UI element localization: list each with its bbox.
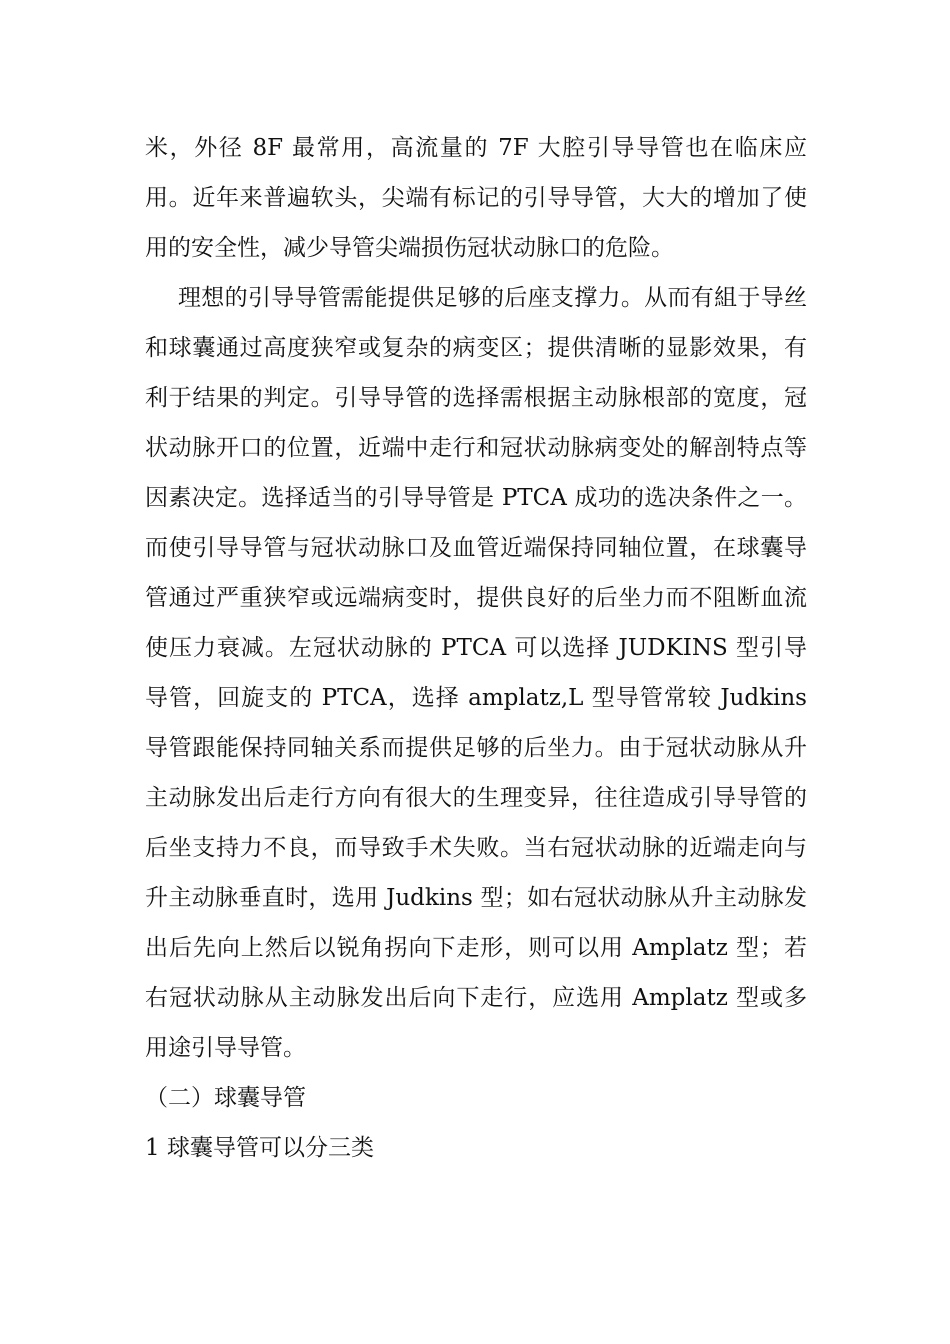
numbered-item-balloon-types: 1 球囊导管可以分三类 <box>145 1135 374 1161</box>
paragraph-guiding-catheter-selection: 理想的引导导管需能提供足够的后座支撑力。从而有組于导丝和球囊通过高度狭窄或复杂的病变区；提供清晰的显影效果，有利于结果的判定。引导导管的选择需根据主动脉根部的宽度，冠状动脉开口的位置，近端中走行和冠状动脉病变处的解剖特点等因素决定。选择适当的引导导管是 PTCA 成功的选决条件之一。而使引导导管与冠状动脉口及血管近端保持同轴位置，在球囊导管通过严重狭窄或远端病变时，提供良好的后坐力而不阻断血流使压力衰减。左冠状动脉的 PTCA 可以选择 JUDKINS 型引导导管，回旋支的 PTCA，选择 amplatz,L 型导管常较 Judkins 导管跟能保持同轴关系而提供足够的后坐力。由于冠状动脉从升主动脉发出后走行方向有很大的生理变异，往往造成引导导管的后坐支持力不良，而导致手术失败。当右冠状动脉的近端走向与升主动脉垂直时，选用 Judkins 型；如右冠状动脉从升主动脉发出后先向上然后以锐角拐向下走形，则可以用 Amplatz 型；若右冠状动脉从主动脉发出后向下走行，应选用 Amplatz 型或多用途引导导管。 <box>145 285 807 1061</box>
document-body <box>145 123 807 1173</box>
section-heading-balloon-catheter: （二）球囊导管 <box>145 1085 306 1111</box>
paragraph-guiding-catheter-size: 米，外径 8F 最常用，高流量的 7F 大腔引导导管也在临床应用。近年来普遍软头，尖端有标记的引导导管，大大的增加了使用的安全性，减少导管尖端损伤冠状动脉口的危险。 <box>145 135 807 261</box>
